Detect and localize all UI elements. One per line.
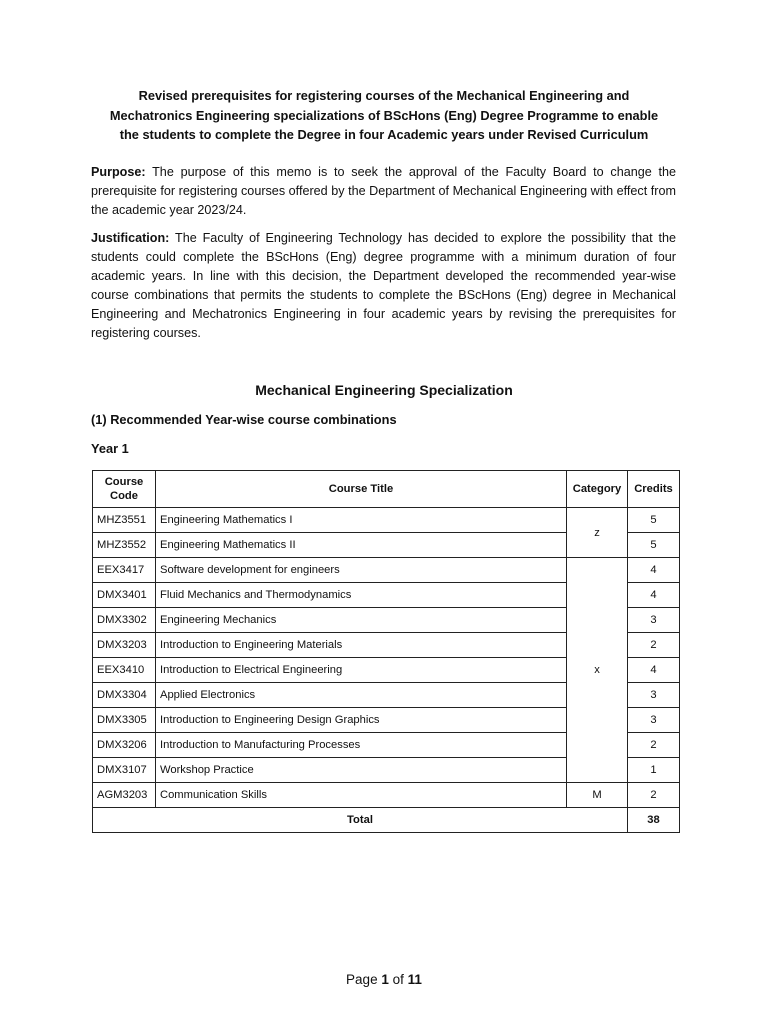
course-code: DMX3206 [93, 733, 156, 758]
course-title: Communication Skills [156, 783, 567, 808]
justification-paragraph [91, 229, 676, 344]
title-line-2: Mechatronics Engineering specializations of BScHons (Eng) Degree Programme to enable [109, 107, 659, 123]
header-course-code: Course Code [93, 471, 156, 508]
justification-text: The Faculty of Engineering Technology has decided to explore the possibility that the students could complete the BScHons (Eng) degree programme with a minimum duration of four academic years. In line with this decision, the Department developed the recommended year-wise course combinations that permits the students to complete the BScHons (Eng) degree in Mechanical Engineering and Mechatronics Engineering in four academic years by revising the prerequisites for registering courses. [91, 231, 676, 341]
course-code: DMX3305 [93, 708, 156, 733]
course-code: DMX3302 [93, 608, 156, 633]
course-title: Engineering Mechanics [156, 608, 567, 633]
course-credits: 2 [628, 633, 680, 658]
course-credits: 3 [628, 683, 680, 708]
course-title: Software development for engineers [156, 558, 567, 583]
table-row [93, 508, 680, 533]
purpose-label: Purpose: [91, 165, 146, 179]
course-code: EEX3410 [93, 658, 156, 683]
course-credits: 3 [628, 608, 680, 633]
course-code: EEX3417 [93, 558, 156, 583]
table-total-row [93, 808, 680, 833]
course-title: Introduction to Engineering Materials [156, 633, 567, 658]
total-pages: 11 [407, 972, 422, 987]
header-course-title: Course Title [156, 471, 567, 508]
header-credits: Credits [628, 471, 680, 508]
title-line-3: the students to complete the Degree in four Academic years under Revised Curriculum [119, 127, 649, 142]
category-cell-x: x [567, 558, 628, 783]
total-label: Total [93, 808, 628, 833]
course-credits: 2 [628, 733, 680, 758]
category-cell-z: z [567, 508, 628, 558]
section-title: Mechanical Engineering Specialization [255, 382, 513, 398]
course-code: MHZ3551 [93, 508, 156, 533]
document-title [92, 86, 676, 145]
course-credits: 5 [628, 508, 680, 533]
total-credits: 38 [628, 808, 680, 833]
course-code: DMX3304 [93, 683, 156, 708]
table-row [93, 558, 680, 583]
course-title: Fluid Mechanics and Thermodynamics [156, 583, 567, 608]
course-title: Engineering Mathematics II [156, 533, 567, 558]
course-title: Introduction to Manufacturing Processes [156, 733, 567, 758]
course-title: Workshop Practice [156, 758, 567, 783]
category-cell-m: M [567, 783, 628, 808]
course-code: DMX3107 [93, 758, 156, 783]
course-credits: 1 [628, 758, 680, 783]
course-code: DMX3203 [93, 633, 156, 658]
course-credits: 2 [628, 783, 680, 808]
year-label: Year 1 [91, 441, 129, 456]
subheading: (1) Recommended Year-wise course combinations [91, 412, 397, 427]
header-category: Category [567, 471, 628, 508]
course-code: AGM3203 [93, 783, 156, 808]
course-title: Applied Electronics [156, 683, 567, 708]
purpose-paragraph [91, 163, 676, 220]
justification-label: Justification: [91, 231, 170, 245]
course-credits: 4 [628, 583, 680, 608]
table-row [93, 783, 680, 808]
page-footer [0, 972, 768, 987]
page-word: Page [346, 972, 378, 987]
course-credits: 3 [628, 708, 680, 733]
course-credits: 5 [628, 533, 680, 558]
table-header-row [93, 471, 680, 508]
purpose-text: The purpose of this memo is to seek the approval of the Faculty Board to change the prerequisite for registering courses offered by the Department of Mechanical Engineering with effect from the academic year 2023/24. [91, 165, 676, 218]
course-credits: 4 [628, 658, 680, 683]
course-title: Introduction to Electrical Engineering [156, 658, 567, 683]
course-code: DMX3401 [93, 583, 156, 608]
course-code: MHZ3552 [93, 533, 156, 558]
page-number: 1 [381, 972, 389, 987]
course-title: Engineering Mathematics I [156, 508, 567, 533]
title-line-1: Revised prerequisites for registering courses of the Mechanical Engineering and [138, 88, 630, 103]
of-word: of [392, 972, 404, 987]
course-title: Introduction to Engineering Design Graphics [156, 708, 567, 733]
course-table [92, 470, 680, 833]
course-credits: 4 [628, 558, 680, 583]
